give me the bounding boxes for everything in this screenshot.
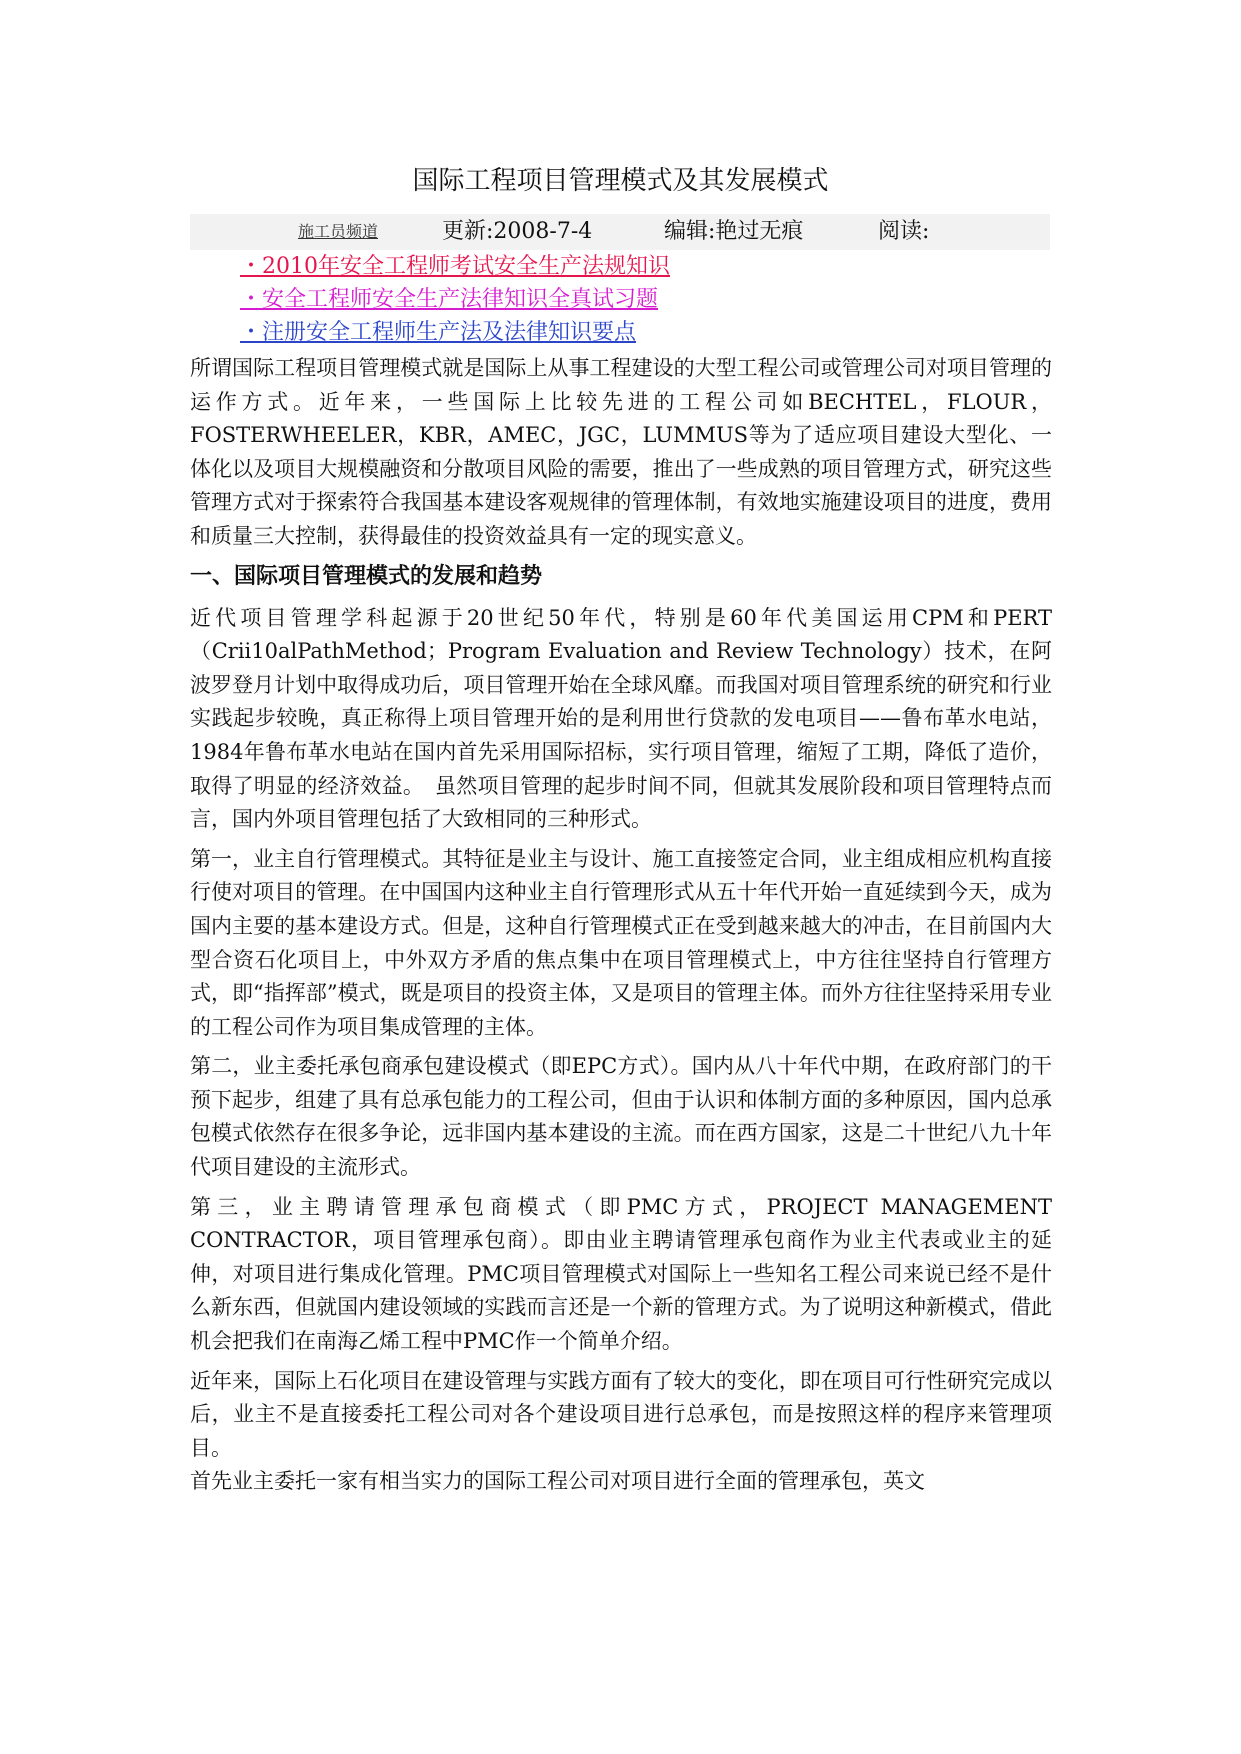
article-body — [190, 352, 1052, 1505]
related-link-1[interactable]: ・2010年安全工程师考试安全生产法规知识 — [240, 254, 670, 279]
related-link-2[interactable]: ・安全工程师安全生产法律知识全真试习题 — [240, 287, 659, 312]
related-links — [240, 250, 800, 349]
body-paragraph: 首先业主委托一家有相当实力的国际工程公司对项目进行全面的管理承包，英文 — [190, 1469, 925, 1494]
intro-paragraph: 所谓国际工程项目管理模式就是国际上从事工程建设的大型工程公司或管理公司对项目管理的运作方式。近年来，一些国际上比较先进的工程公司如BECHTEL，FLOUR，FOSTERWHEELER，KBR，AMEC，JGC，LUMMUS等为了适应项目建设大型化、一体化以及项目大规模融资和分散项目风险的需要，推出了一些成熟的项目管理方式，研究这些管理方式对于探索符合我国基本建设客观规律的管理体制，有效地实施建设项目的进度，费用和质量三大控制，获得最佳的投资效益具有一定的现实意义。 — [190, 356, 1052, 548]
body-paragraph: 第一，业主自行管理模式。其特征是业主与设计、施工直接签定合同，业主组成相应机构直接行使对项目的管理。在中国国内这种业主自行管理形式从五十年代开始一直延续到今天，成为国内主要的基本建设方式。但是，这种自行管理模式正在受到越来越大的冲击，在目前国内大型合资石化项目上，中外双方矛盾的焦点集中在项目管理模式上，中方往往坚持自行管理方式，即“指挥部”模式，既是项目的投资主体，又是项目的管理主体。而外方往往坚持采用专业的工程公司作为项目集成管理的主体。 — [190, 846, 1052, 1039]
section-heading: 一、国际项目管理模式的发展和趋势 — [190, 563, 543, 589]
body-paragraph: 第二，业主委托承包商承包建设模式（即EPC方式）。国内从八十年代中期，在政府部门的干预下起步，组建了具有总承包能力的工程公司，但由于认识和体制方面的多种原因，国内总承包模式依然存在很多争论，远非国内基本建设的主流。而在西方国家，这是二十世纪八九十年代项目建设的主流形式。 — [190, 1054, 1052, 1180]
channel-link[interactable]: 施工员频道 — [298, 222, 379, 241]
article-meta-bar — [190, 214, 1050, 250]
update-date: 更新:2008-7-4 — [442, 219, 593, 244]
article-title: 国际工程项目管理模式及其发展模式 — [412, 166, 829, 196]
read-count: 阅读: — [878, 219, 930, 244]
body-paragraph: 近年来，国际上石化项目在建设管理与实践方面有了较大的变化，即在项目可行性研究完成以后，业主不是直接委托工程公司对各个建设项目进行总承包，而是按照这样的程序来管理项目。 — [190, 1368, 1052, 1460]
body-paragraph: 近代项目管理学科起源于20世纪50年代，特别是60年代美国运用CPM和PERT（Crii10alPathMethod；Program Evaluation and Review Technology）技术，在阿波罗登月计划中取得成功后，项目管理开始在全球风靡。而我国对项目管理系统的研究和行业实践起步较晚，真正称得上项目管理开始的是利用世行贷款的发电项目——鲁布革水电站，1984年鲁布革水电站在国内首先采用国际招标，实行项目管理，缩短了工期，降低了造价，取得了明显的经济效益。 虽然项目管理的起步时间不同，但就其发展阶段和项目管理特点而言，国内外项目管理包括了大致相同的三种形式。 — [190, 605, 1052, 832]
related-link-3[interactable]: ・注册安全工程师生产法及法律知识要点 — [240, 320, 637, 345]
body-paragraph: 第三，业主聘请管理承包商模式（即PMC方式，PROJECT MANAGEMENT CONTRACTOR，项目管理承包商）。即由业主聘请管理承包商作为业主代表或业主的延伸，对项目进行集成化管理。PMC项目管理模式对国际上一些知名工程公司来说已经不是什么新东西，但就国内建设领域的实践而言还是一个新的管理方式。为了说明这种新模式，借此机会把我们在南海乙烯工程中PMC作一个简单介绍。 — [190, 1194, 1052, 1354]
editor-name: 编辑:艳过无痕 — [664, 219, 804, 244]
